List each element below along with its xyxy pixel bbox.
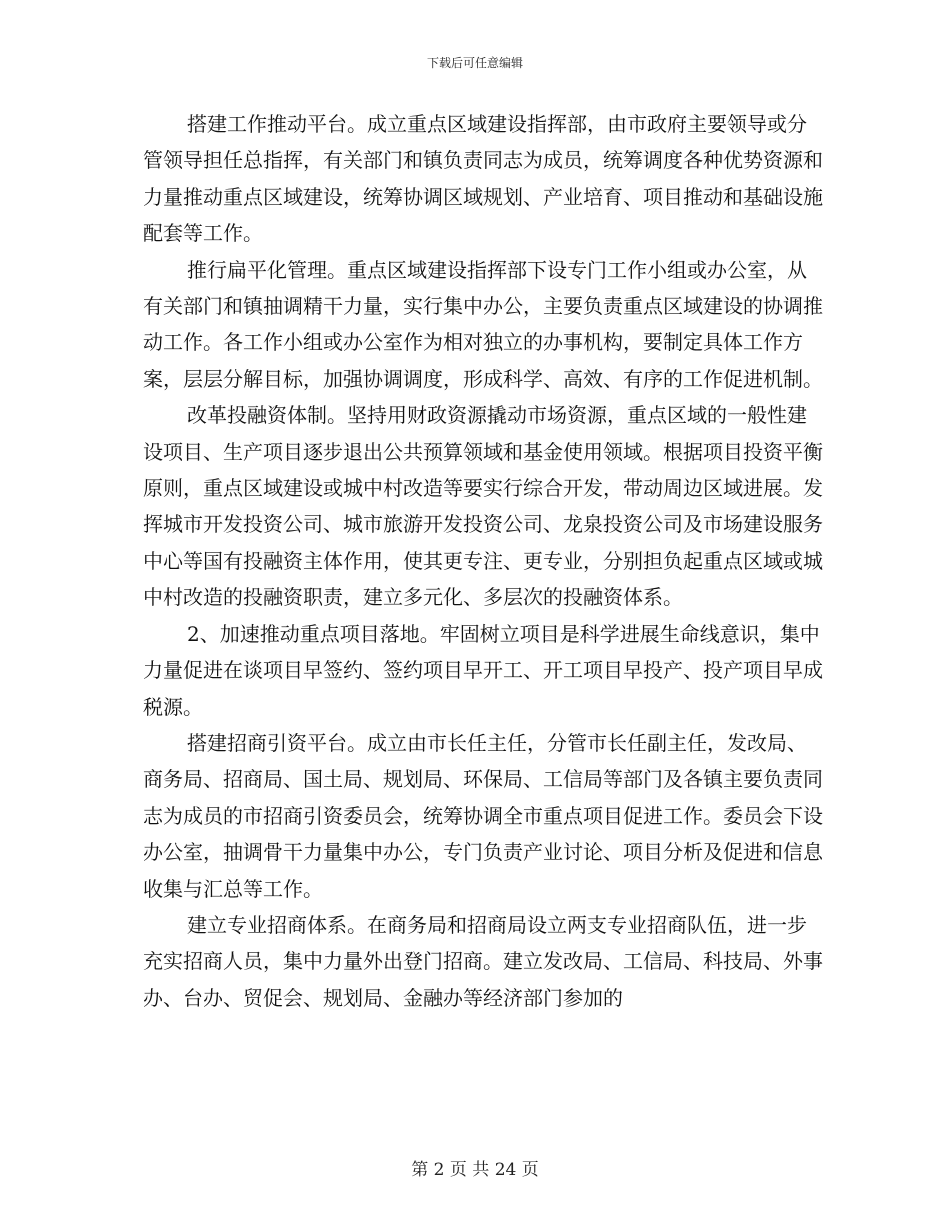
page-number: 第 2 页 共 24 页 [411, 1160, 539, 1180]
paragraph-investment-platform: 搭建招商引资平台。成立由市长任主任，分管市长任副主任，发改局、商务局、招商局、国土局、规划局、环保局、工信局等部门及各镇主要负责同志为成员的市招商引资委员会，统筹协调全市重点项目促进工作。委员会下设办公室，抽调骨干力量集中办公，专门负责产业讨论、项目分析及促进和信息收集与汇总等工作。 [143, 730, 823, 901]
paragraph-investment-reform: 改革投融资体制。坚持用财政资源撬动市场资源，重点区域的一般性建设项目、生产项目逐步退出公共预算领域和基金使用领域。根据项目投资平衡原则，重点区域建设或城中村改造等要实行综合开发，带动周边区域进展。发挥城市开发投资公司、城市旅游开发投资公司、龙泉投资公司及市场建设服务中心等国有投融资主体作用，使其更专注、更专业，分别担负起重点区域或城中村改造的投融资职责，建立多元化、多层次的投融资体系。 [143, 403, 823, 610]
paragraph-professional-system: 建立专业招商体系。在商务局和招商局设立两支专业招商队伍，进一步充实招商人员，集中力量外出登门招商。建立发改局、工信局、科技局、外事办、台办、贸促会、规划局、金融办等经济部门参加的 [143, 912, 823, 1010]
paragraph-platform: 搭建工作推动平台。成立重点区域建设指挥部，由市政府主要领导或分管领导担任总指挥，有关部门和镇负责同志为成员，统筹调度各种优势资源和力量推动重点区域建设，统筹协调区域规划、产业培育、项目推动和基础设施配套等工作。 [143, 112, 823, 246]
document-body [143, 106, 823, 1016]
paragraph-flat-management: 推行扁平化管理。重点区域建设指挥部下设专门工作小组或办公室，从有关部门和镇抽调精干力量，实行集中办公，主要负责重点区域建设的协调推动工作。各工作小组或办公室作为相对独立的办事机构，要制定具体工作方案，层层分解目标，加强协调调度，形成科学、高效、有序的工作促进机制。 [143, 257, 823, 391]
page-header-note: 下载后可任意编辑 [426, 56, 523, 70]
paragraph-key-projects: 2、加速推动重点项目落地。牢固树立项目是科学进展生命线意识，集中力量促进在谈项目早签约、签约项目早开工、开工项目早投产、投产项目早成税源。 [143, 621, 823, 719]
